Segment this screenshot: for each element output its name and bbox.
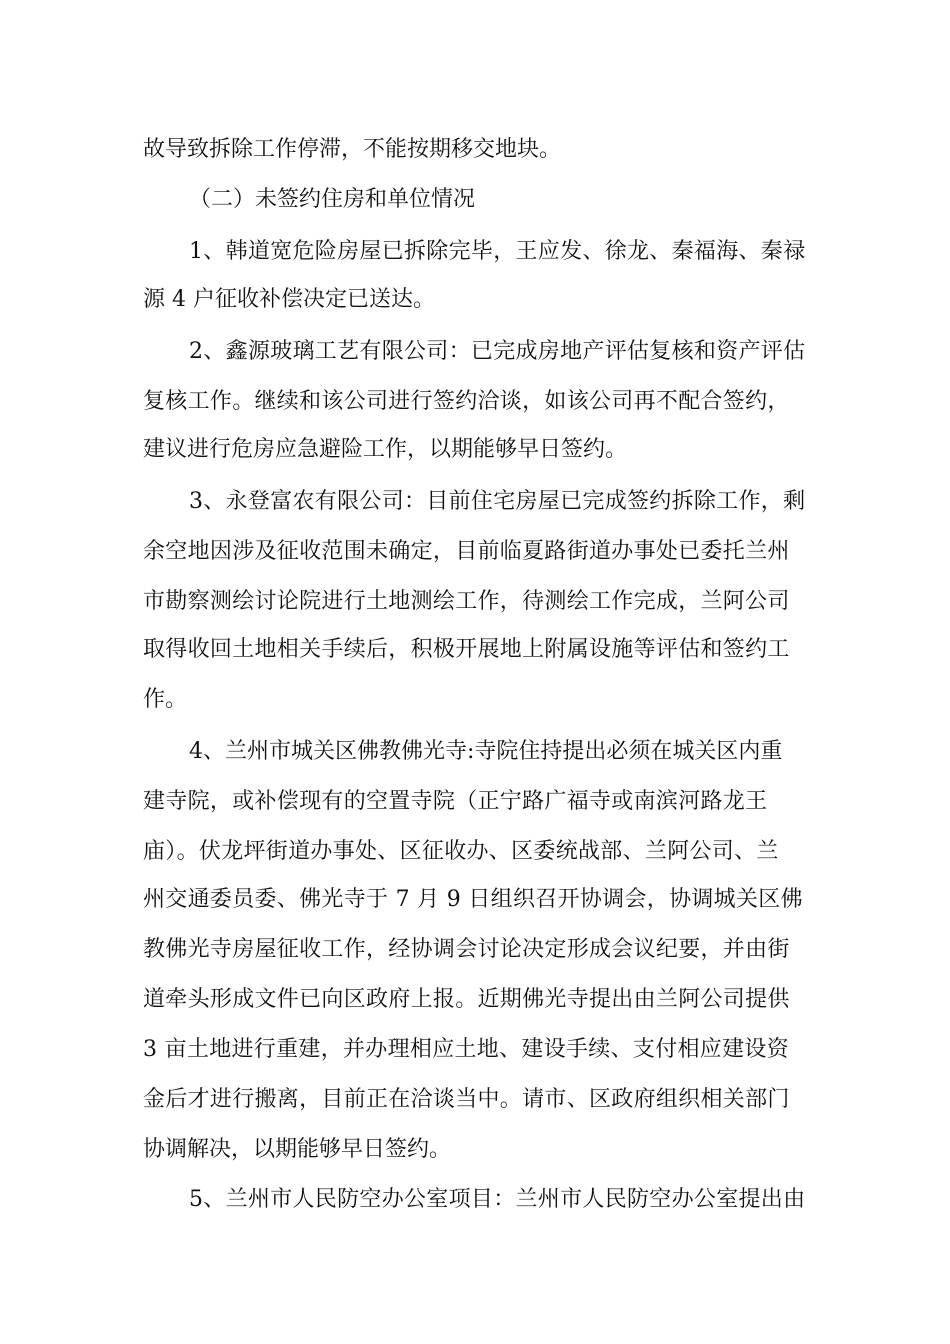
paragraph-line: 4、兰州市城关区佛教佛光寺:寺院住持提出必须在城关区内重 — [189, 739, 783, 764]
paragraph-line: 金后才进行搬离，目前正在洽谈当中。请市、区政府组织相关部门 — [143, 1087, 790, 1112]
paragraph-line: 作。 — [143, 687, 188, 712]
paragraph-line: 协调解决，以期能够早日签约。 — [143, 1137, 452, 1162]
paragraph-line: 道牵头形成文件已向区政府上报。近期佛光寺提出由兰阿公司提供 — [143, 987, 790, 1012]
paragraph-line: 2、鑫源玻璃工艺有限公司：已完成房地产评估复核和资产评估 — [189, 339, 806, 364]
paragraph-line: 源 4 户征收补偿决定已送达。 — [143, 287, 435, 312]
paragraph-line: 庙）。伏龙坪街道办事处、区征收办、区委统战部、兰阿公司、兰 — [143, 839, 779, 864]
paragraph-line: 故导致拆除工作停滞，不能按期移交地块。 — [143, 137, 562, 162]
section-heading: （二）未签约住房和单位情况 — [189, 187, 476, 212]
paragraph-line: 余空地因涉及征收范围未确定，目前临夏路街道办事处已委托兰州 — [143, 539, 790, 564]
paragraph-line: 教佛光寺房屋征收工作，经协调会讨论决定形成会议纪要，并由街 — [143, 937, 790, 962]
paragraph-line: 1、韩道宽危险房屋已拆除完毕，王应发、徐龙、秦福海、秦禄 — [189, 239, 806, 264]
paragraph-line: 建寺院，或补偿现有的空置寺院（正宁路广福寺或南滨河路龙王 — [143, 789, 768, 814]
paragraph-line: 3、永登富农有限公司：目前住宅房屋已完成签约拆除工作，剩 — [189, 489, 806, 514]
paragraph-line: 复核工作。继续和该公司进行签约洽谈，如该公司再不配合签约， — [143, 389, 790, 414]
paragraph-line: 州交通委员委、佛光寺于 7 月 9 日组织召开协调会，协调城关区佛 — [143, 887, 803, 912]
paragraph-line: 3 亩土地进行重建，并办理相应土地、建设手续、支付相应建设资 — [143, 1037, 789, 1062]
paragraph-line: 取得收回土地相关手续后，积极开展地上附属设施等评估和签约工 — [143, 637, 790, 662]
paragraph-line: 5、兰州市人民防空办公室项目：兰州市人民防空办公室提出由 — [189, 1187, 806, 1212]
paragraph-line: 市勘察测绘讨论院进行土地测绘工作，待测绘工作完成，兰阿公司 — [143, 589, 790, 614]
paragraph-line: 建议进行危房应急避险工作，以期能够早日签约。 — [143, 437, 628, 462]
